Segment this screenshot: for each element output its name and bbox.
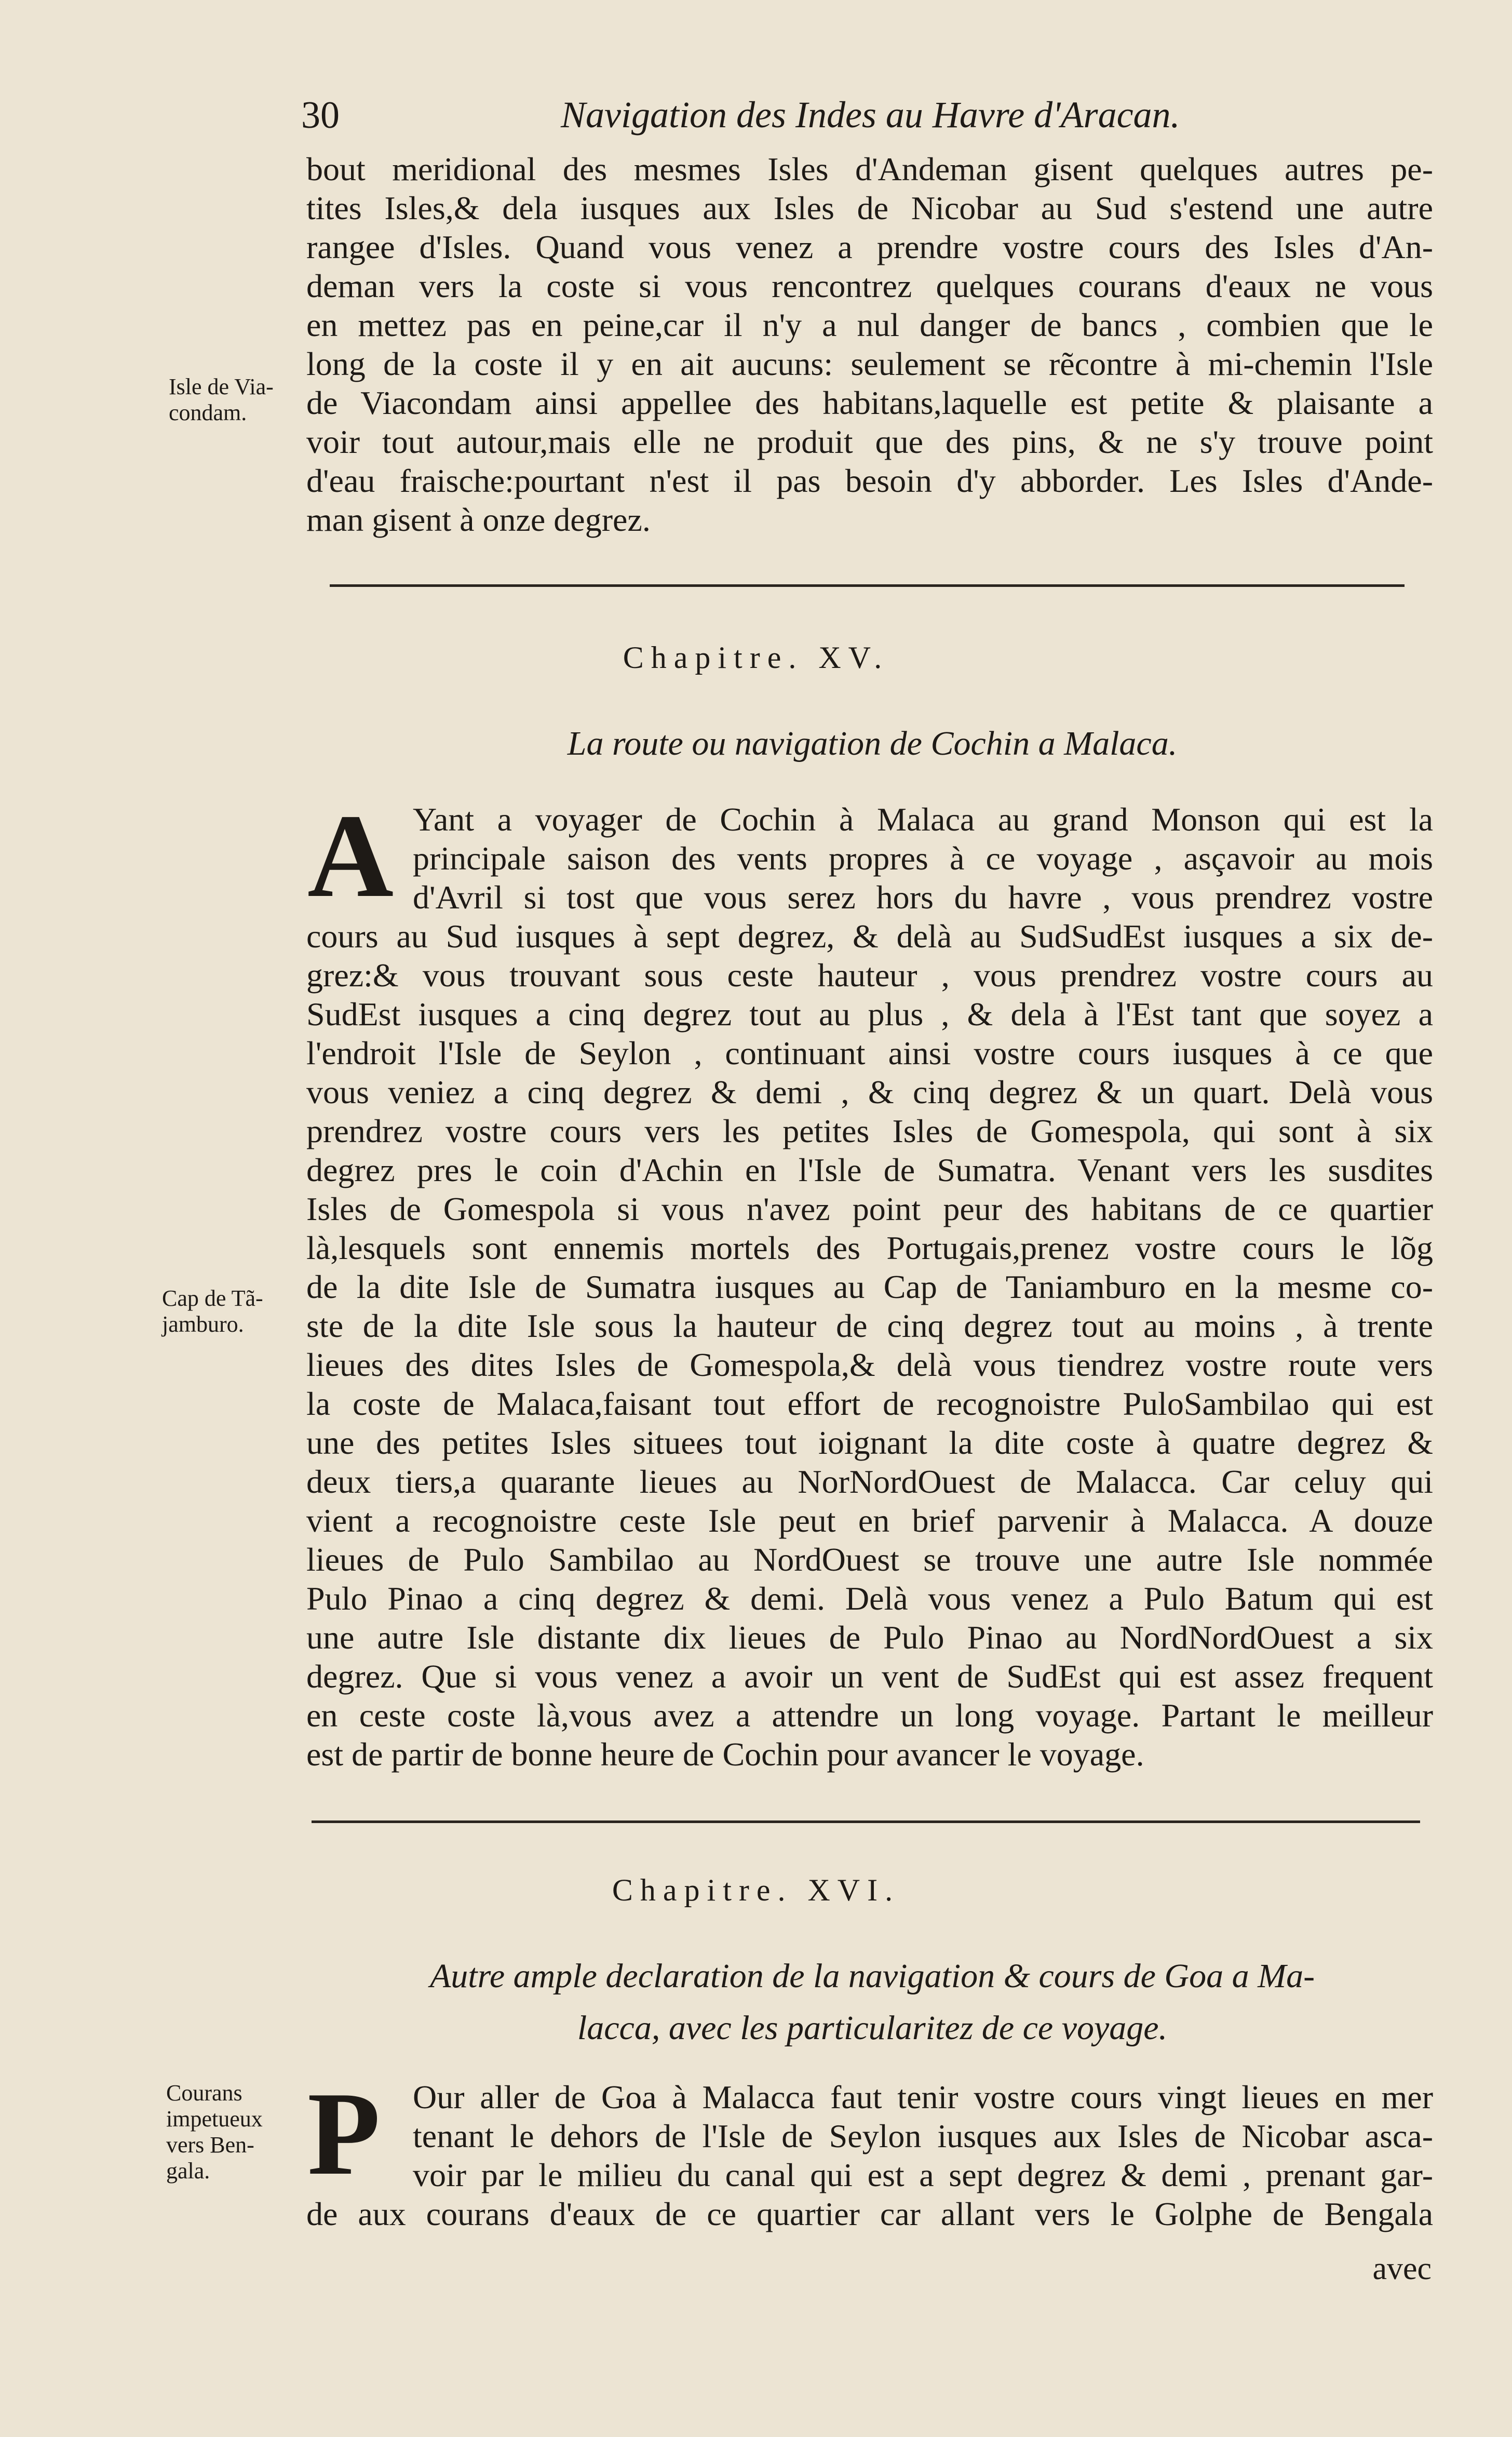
text-line: vient a recognoistre ceste Isle peut en brief parvenir à Malacca. A douze — [306, 1502, 1433, 1539]
text-line: deman vers la coste si vous rencontrez quelques courans d'eaux ne vous — [306, 267, 1433, 304]
text-line: degrez. Que si vous venez a avoir un vent de SudEst qui est assez frequent — [306, 1658, 1433, 1695]
text-line: grez:& vous trouvant sous ceste hauteur , vous prendrez vostre cours au — [306, 957, 1433, 994]
margin-note-cap-taniamburo: Cap de Tã- jamburo. — [162, 1286, 263, 1337]
text-block-chapter-xvi — [306, 2067, 1433, 2233]
text-line: de la dite Isle de Sumatra iusques au Cap de Taniamburo en la mesme co- — [306, 1268, 1433, 1305]
chapter-title-line: Autre ample declaration de la navigation & cours de Goa a Ma- — [429, 1957, 1315, 1995]
text-line: bout meridional des mesmes Isles d'Andeman gisent quelques autres pe- — [306, 151, 1433, 188]
text-line: ste de la dite Isle sous la hauteur de cinq degrez tout au moins , à trente — [306, 1307, 1433, 1344]
text-line: SudEst iusques a cinq degrez tout au plus , & dela à l'Est tant que soyez a — [306, 996, 1433, 1033]
text-line: la coste de Malaca,faisant tout effort de recognoistre PuloSambilao qui est — [306, 1385, 1433, 1422]
text-line: rangee d'Isles. Quand vous venez a prendre vostre cours des Isles d'An- — [306, 229, 1433, 265]
text-line: Isles de Gomespola si vous n'avez point peur des habitans de ce quartier — [306, 1190, 1433, 1227]
running-head — [301, 88, 1423, 145]
chapter-title-line: lacca, avec les particularitez de ce voyage. — [577, 2009, 1168, 2047]
text-line: Yant a voyager de Cochin à Malaca au grand Monson qui est la — [413, 801, 1433, 838]
text-block-chapter-xv — [306, 789, 1433, 1774]
text-line: vous veniez a cinq degrez & demi , & cinq degrez & un quart. Delà vous — [306, 1074, 1433, 1110]
catchword: avec — [1372, 2251, 1432, 2286]
text-line: tenant le dehors de l'Isle de Seylon iusques aux Isles de Nicobar asca- — [413, 2118, 1433, 2154]
text-line: une des petites Isles situees tout ioignant la dite coste à quatre degrez & — [306, 1424, 1433, 1461]
text-line: man gisent à onze degrez. — [306, 501, 651, 538]
text-line: de aux courans d'eaux de ce quartier car allant vers le Golphe de Bengala — [306, 2195, 1433, 2232]
text-line: degrez pres le coin d'Achin en l'Isle de Sumatra. Venant vers les susdites — [306, 1151, 1433, 1188]
running-title: Navigation des Indes au Havre d'Aracan. — [561, 94, 1180, 136]
chapter-title-xvi — [312, 1950, 1433, 2054]
page-number: 30 — [301, 94, 340, 137]
text-line: là,lesquels sont ennemis mortels des Portugais,prenez vostre cours le lõg — [306, 1229, 1433, 1266]
text-line: cours au Sud iusques à sept degrez, & delà au SudSudEst iusques a six de- — [306, 918, 1433, 955]
text-line: en ceste coste là,vous avez a attendre un long voyage. Partant le meilleur — [306, 1697, 1433, 1734]
margin-note-viacondam: Isle de Via- condam. — [169, 374, 274, 425]
section-divider — [330, 584, 1405, 587]
text-line: d'eau fraische:pourtant n'est il pas besoin d'y abborder. Les Isles d'Ande- — [306, 462, 1433, 499]
text-line: deux tiers,a quarante lieues au NorNordOuest de Malacca. Car celuy qui — [306, 1463, 1433, 1500]
text-line: lieues de Pulo Sambilao au NordOuest se trouve une autre Isle nommée — [306, 1541, 1433, 1578]
margin-note-courans: Courans impetueux vers Ben- gala. — [166, 2080, 263, 2184]
drop-cap-a: A — [307, 789, 394, 922]
chapter-heading-xvi: Chapitre. XVI. — [612, 1873, 900, 1907]
drop-cap-p: P — [307, 2067, 381, 2200]
text-line: long de la coste il y en ait aucuns: seulement se rẽcontre à mi-chemin l'Isle — [306, 345, 1433, 382]
text-line: lieues des dites Isles de Gomespola,& delà vous tiendrez vostre route vers — [306, 1346, 1433, 1383]
text-line: l'endroit l'Isle de Seylon , continuant ainsi vostre cours iusques à ce que — [306, 1035, 1433, 1072]
section-divider — [312, 1820, 1420, 1823]
text-line: de Viacondam ainsi appellee des habitans,laquelle est petite & plaisante a — [306, 384, 1433, 421]
text-line: d'Avril si tost que vous serez hors du havre , vous prendrez vostre — [413, 879, 1433, 916]
text-line: voir par le milieu du canal qui est a sept degrez & demi , prenant gar- — [413, 2157, 1433, 2193]
text-line: en mettez pas en peine,car il n'y a nul danger de bancs , combien que le — [306, 306, 1433, 343]
text-line: principale saison des vents propres à ce voyage , asçavoir au mois — [413, 840, 1433, 877]
text-line: voir tout autour,mais elle ne produit que des pins, & ne s'y trouve point — [306, 423, 1433, 460]
chapter-title-xv: La route ou navigation de Cochin a Malaca. — [567, 725, 1178, 762]
text-line: Our aller de Goa à Malacca faut tenir vostre cours vingt lieues en mer — [413, 2079, 1433, 2115]
text-line: une autre Isle distante dix lieues de Pulo Pinao au NordNordOuest a six — [306, 1619, 1433, 1656]
chapter-heading-xv: Chapitre. XV. — [623, 640, 889, 675]
text-line: Pulo Pinao a cinq degrez & demi. Delà vous venez a Pulo Batum qui est — [306, 1580, 1433, 1617]
text-block-continuation — [306, 150, 1433, 539]
text-line: est de partir de bonne heure de Cochin pour avancer le voyage. — [306, 1736, 1144, 1773]
text-line: tites Isles,& dela iusques aux Isles de Nicobar au Sud s'estend une autre — [306, 190, 1433, 226]
text-line: prendrez vostre cours vers les petites Isles de Gomespola, qui sont à six — [306, 1113, 1433, 1149]
